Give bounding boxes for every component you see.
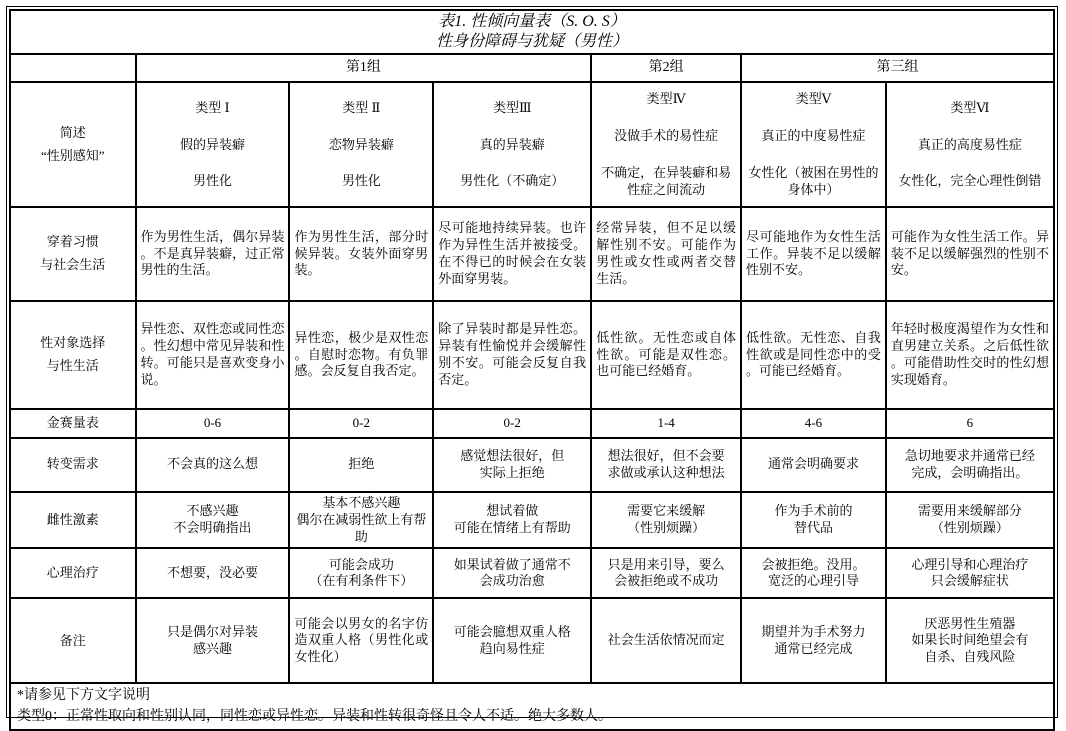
cell-text: 0-2 <box>503 414 521 430</box>
cell-type-6 <box>886 598 1054 683</box>
row-label-line: 穿着习惯 <box>46 234 99 250</box>
cell-text: 想试着做 <box>486 503 539 519</box>
cell-text: 感觉想法很好，但 <box>460 447 565 463</box>
title-row <box>10 10 1054 54</box>
cell-text: 尽可能地持续异装。也许作为异性生活并被接受。在不得已的时候会在女装外面穿男装。 <box>438 220 587 286</box>
footnote-line1: *请参见下方文字说明 <box>17 688 150 704</box>
cell-type-5 <box>741 207 886 301</box>
cell-type-4 <box>591 492 741 549</box>
cell-type-5 <box>741 548 886 598</box>
sos-table <box>9 9 1055 731</box>
cell-text: 不会真的这么想 <box>166 456 258 472</box>
table-row <box>10 492 1054 549</box>
cell-text: 女性化（被困在男性的身体中） <box>748 165 879 197</box>
row-label-line: 简述 <box>59 124 86 140</box>
cell-text: 只是偶尔对异装 <box>166 624 258 640</box>
cell-type-4 <box>591 548 741 598</box>
group-row-spacer <box>10 54 136 82</box>
cell-type-3 <box>433 207 591 301</box>
cell-text: 拒绝 <box>348 456 375 472</box>
cell-type-3 <box>433 492 591 549</box>
cell-type-6 <box>886 301 1054 409</box>
cell-text: 会被拒绝或不成功 <box>614 573 719 589</box>
cell-type-2 <box>289 492 433 549</box>
cell-text: 不感兴趣 <box>186 503 239 519</box>
cell-text: 自杀、自残风险 <box>924 649 1016 665</box>
cell-type-2 <box>289 207 433 301</box>
cell-text: 社会生活依情况而定 <box>607 632 725 648</box>
cell-type-2 <box>289 409 433 438</box>
cell-type-6 <box>886 548 1054 598</box>
cell-text: 完成，会明确指出。 <box>911 464 1029 480</box>
cell-type-6 <box>886 438 1054 492</box>
cell-text: 需要用来缓解部分 <box>917 503 1022 519</box>
cell-text: 偶尔在减弱性欲上有帮助 <box>296 511 427 544</box>
cell-text: 如果试着做了通常不 <box>453 556 571 572</box>
cell-type-6 <box>886 409 1054 438</box>
cell-text: 0-6 <box>203 414 222 430</box>
row-label <box>10 207 136 301</box>
cell-text: （在有利条件下） <box>309 573 414 589</box>
group-header-row <box>10 54 1054 82</box>
cell-type-1 <box>136 207 290 301</box>
cell-text: 异性恋，极少是双性恋。自慰时恋物。有负罪感。会反复自我否定。 <box>294 329 429 379</box>
cell-text: 类型Ⅳ <box>646 91 686 107</box>
cell-text: 作为男性生活，偶尔异装。不是真异装癖，过正常男性的生活。 <box>140 228 285 278</box>
cell-type-2 <box>289 301 433 409</box>
cell-type-1 <box>136 492 290 549</box>
group-header-2: 第2组 <box>591 54 741 82</box>
cell-text: （性别烦躁） <box>930 520 1009 536</box>
cell-text: 4-6 <box>804 414 823 430</box>
row-label <box>10 438 136 492</box>
cell-type-2 <box>289 438 433 492</box>
cell-type-6 <box>886 492 1054 549</box>
table-title: 表1. 性倾向量表（S. O. S） <box>438 13 626 30</box>
cell-type-3 <box>433 301 591 409</box>
cell-text: 不确定，在异装癖和易性症之间流动 <box>601 165 732 197</box>
cell-text: 需要它来缓解 <box>627 503 706 519</box>
cell-text: 男性化 <box>192 173 232 189</box>
cell-text: 经常异装，但不足以缓解性别不安。可能作为男性或女性或两者交替生活。 <box>596 220 737 286</box>
table-row <box>10 207 1054 301</box>
cell-text: 想法很好，但不会要 <box>607 447 725 463</box>
cell-text: 0-2 <box>352 414 371 430</box>
cell-text: 通常会明确要求 <box>767 456 859 472</box>
table-row <box>10 598 1054 683</box>
row-label-line: 雌性激素 <box>46 511 99 527</box>
table-row <box>10 82 1054 207</box>
cell-text: 低性欲。无性恋或自体性欲。可能是双性恋。也可能已经婚育。 <box>596 329 737 379</box>
cell-text: 可能会臆想双重人格 <box>453 624 571 640</box>
group-header-3: 第三组 <box>741 54 1054 82</box>
cell-text: 类型Ⅴ <box>795 91 832 107</box>
cell-text: 类型 Ⅱ <box>342 99 381 115</box>
cell-text: （性别烦躁） <box>627 520 706 536</box>
cell-type-3 <box>433 82 591 207</box>
row-label <box>10 301 136 409</box>
footnote-line2: 类型0：正常性取向和性别认同，同性恋或异性恋。异装和性转很奇怪且令人不适。绝大多数人。 <box>17 708 612 724</box>
cell-text: 基本不感兴趣 <box>322 494 401 510</box>
cell-text: 作为男性生活，部分时候异装。女装外面穿男装。 <box>294 228 429 278</box>
title-cell <box>10 10 1054 54</box>
cell-text: 替代品 <box>793 520 833 536</box>
cell-text: 可能作为女性生活工作。异装不足以缓解强烈的性别不安。 <box>890 228 1049 278</box>
cell-type-2 <box>289 548 433 598</box>
cell-type-1 <box>136 438 290 492</box>
row-label-line: 与性生活 <box>46 358 99 373</box>
cell-type-5 <box>741 82 886 207</box>
cell-text: 通常已经完成 <box>774 640 853 656</box>
cell-type-4 <box>591 409 741 438</box>
row-label <box>10 492 136 549</box>
cell-type-4 <box>591 207 741 301</box>
group-header-1: 第1组 <box>136 54 592 82</box>
cell-text: 可能会成功 <box>328 556 394 572</box>
cell-type-6 <box>886 207 1054 301</box>
cell-type-5 <box>741 598 886 683</box>
cell-type-4 <box>591 82 741 207</box>
row-label-line: 备注 <box>59 632 86 648</box>
cell-text: 感兴趣 <box>192 640 232 656</box>
row-label-line: 转变需求 <box>46 456 99 472</box>
cell-type-4 <box>591 301 741 409</box>
row-label <box>10 598 136 683</box>
cell-text: 异性恋、双性恋或同性恋。性幻想中常见异装和性转。可能只是喜欢变身小说。 <box>140 321 285 387</box>
cell-text: 实际上拒绝 <box>479 464 545 480</box>
cell-type-5 <box>741 492 886 549</box>
cell-text: 可能在情绪上有帮助 <box>453 520 571 536</box>
cell-type-3 <box>433 438 591 492</box>
table-body <box>10 82 1054 683</box>
cell-type-1 <box>136 409 290 438</box>
cell-type-1 <box>136 301 290 409</box>
table-row <box>10 409 1054 438</box>
cell-text: 1-4 <box>657 414 675 430</box>
cell-text: 心理引导和心理治疗 <box>911 556 1029 572</box>
table-outer-border <box>6 6 1058 724</box>
cell-text: 如果长时间绝望会有 <box>911 632 1029 648</box>
cell-type-3 <box>433 548 591 598</box>
cell-text: 期望并为手术努力 <box>761 624 866 640</box>
cell-type-1 <box>136 548 290 598</box>
cell-type-2 <box>289 82 433 207</box>
cell-type-4 <box>591 598 741 683</box>
footnote-row <box>10 683 1054 730</box>
cell-text: 不会明确指出 <box>173 520 252 536</box>
cell-text: 男性化 <box>341 173 381 189</box>
cell-text: 尽可能地作为女性生活工作。异装不足以缓解性别不安。 <box>746 228 881 278</box>
cell-type-3 <box>433 409 591 438</box>
cell-text: 会成功治愈 <box>479 573 545 589</box>
cell-text: 恋物异装癖 <box>328 136 394 152</box>
row-label-line: 金赛量表 <box>46 415 99 430</box>
row-label-line: 心理治疗 <box>46 565 99 581</box>
table-row <box>10 301 1054 409</box>
cell-text: 厌恶男性生殖器 <box>924 615 1016 631</box>
cell-type-6 <box>886 82 1054 207</box>
cell-type-5 <box>741 438 886 492</box>
cell-text: 趋向易性症 <box>479 640 545 656</box>
cell-text: 会被拒绝。没用。 <box>761 556 866 572</box>
cell-type-3 <box>433 598 591 683</box>
cell-text: 只会缓解症状 <box>930 573 1009 589</box>
cell-type-5 <box>741 301 886 409</box>
cell-text: 除了异装时都是异性恋。异装有性愉悦并会缓解性别不安。可能会反复自我否定。 <box>438 321 587 387</box>
row-label <box>10 409 136 438</box>
row-label <box>10 82 136 207</box>
cell-text: 宽泛的心理引导 <box>767 573 859 589</box>
table-row <box>10 438 1054 492</box>
cell-type-5 <box>741 409 886 438</box>
cell-text: 男性化（不确定） <box>460 173 565 189</box>
cell-text: 真正的高度易性症 <box>917 136 1022 152</box>
row-label <box>10 548 136 598</box>
table-subtitle: 性身份障碍与犹疑（男性） <box>435 33 628 50</box>
cell-text: 没做手术的易性症 <box>614 128 719 144</box>
cell-type-4 <box>591 438 741 492</box>
cell-text: 可能会以男女的名字仿造双重人格（男性化或女性化） <box>294 615 429 665</box>
cell-type-2 <box>289 598 433 683</box>
cell-text: 假的异装癖 <box>179 136 245 152</box>
cell-text: 类型Ⅵ <box>950 99 990 115</box>
row-label-line: 性对象选择 <box>40 335 106 351</box>
cell-text: 6 <box>966 414 974 430</box>
cell-text: 作为手术前的 <box>774 503 853 519</box>
cell-text: 真的异装癖 <box>479 136 545 152</box>
cell-text: 求做或承认这种想法 <box>607 464 725 480</box>
cell-text: 不想要，没必要 <box>166 564 258 580</box>
cell-text: 类型Ⅲ <box>492 99 532 115</box>
cell-type-1 <box>136 82 290 207</box>
cell-text: 急切地要求并通常已经 <box>904 447 1035 463</box>
cell-text: 只是用来引导，要么 <box>607 556 725 572</box>
row-label-line: 与社会生活 <box>40 257 106 272</box>
cell-text: 年轻时极度渴望作为女性和直男建立关系。之后低性欲。可能借助性交时的性幻想实现婚育。 <box>890 321 1049 387</box>
cell-text: 类型 Ⅰ <box>195 99 230 115</box>
row-label-line: “性别感知” <box>41 147 105 163</box>
cell-type-1 <box>136 598 290 683</box>
cell-text: 真正的中度易性症 <box>761 128 866 144</box>
table-row <box>10 548 1054 598</box>
cell-text: 女性化，完全心理性倒错 <box>898 173 1042 189</box>
cell-text: 低性欲。无性恋、自我性欲或是同性恋中的受。可能已经婚育。 <box>746 329 881 379</box>
footnote-cell <box>10 683 1054 730</box>
